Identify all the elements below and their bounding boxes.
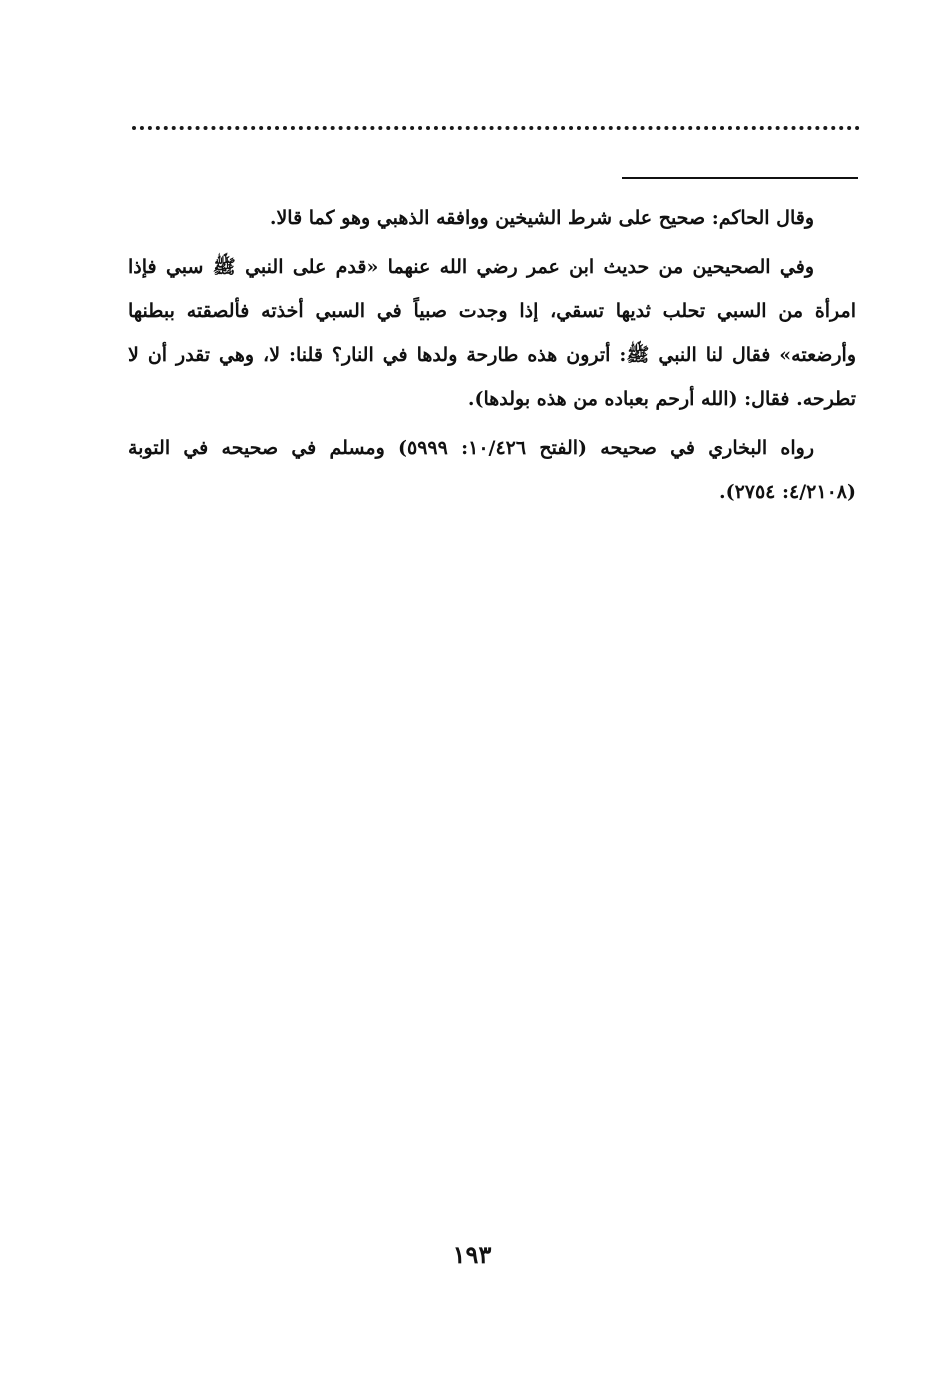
section-rule (622, 177, 858, 179)
paragraph-hadith: وفي الصحيحين من حديث ابن عمر رضي الله عنهما «قدم على النبي ﷺ سبي فإذا امرأة من السبي تحلب ثديها تسقي، إذا وجدت صبياً في السبي أخذته فألصقته ببطنها وأرضعته» فقال لنا النبي ﷺ: أترون هذه طارحة ولدها في النار؟ قلنا: لا، وهي تقدر أن لا تطرحه. فقال: (الله أرحم بعباده من هذه بولدها). (128, 256, 856, 410)
paragraph-citation: رواه البخاري في صحيحه (الفتح ١٠/٤٢٦: ٥٩٩٩) ومسلم في صحيحه في التوبة (٤/٢١٠٨: ٢٧٥٤). (128, 437, 856, 503)
header-dotted-rule (132, 126, 860, 130)
page-number: ١٩٣ (452, 1240, 492, 1269)
paragraph-hakim-note: وقال الحاكم: صحيح على شرط الشيخين ووافقه الذهبي وهو كما قالا. (269, 207, 814, 229)
body-text (128, 196, 856, 519)
